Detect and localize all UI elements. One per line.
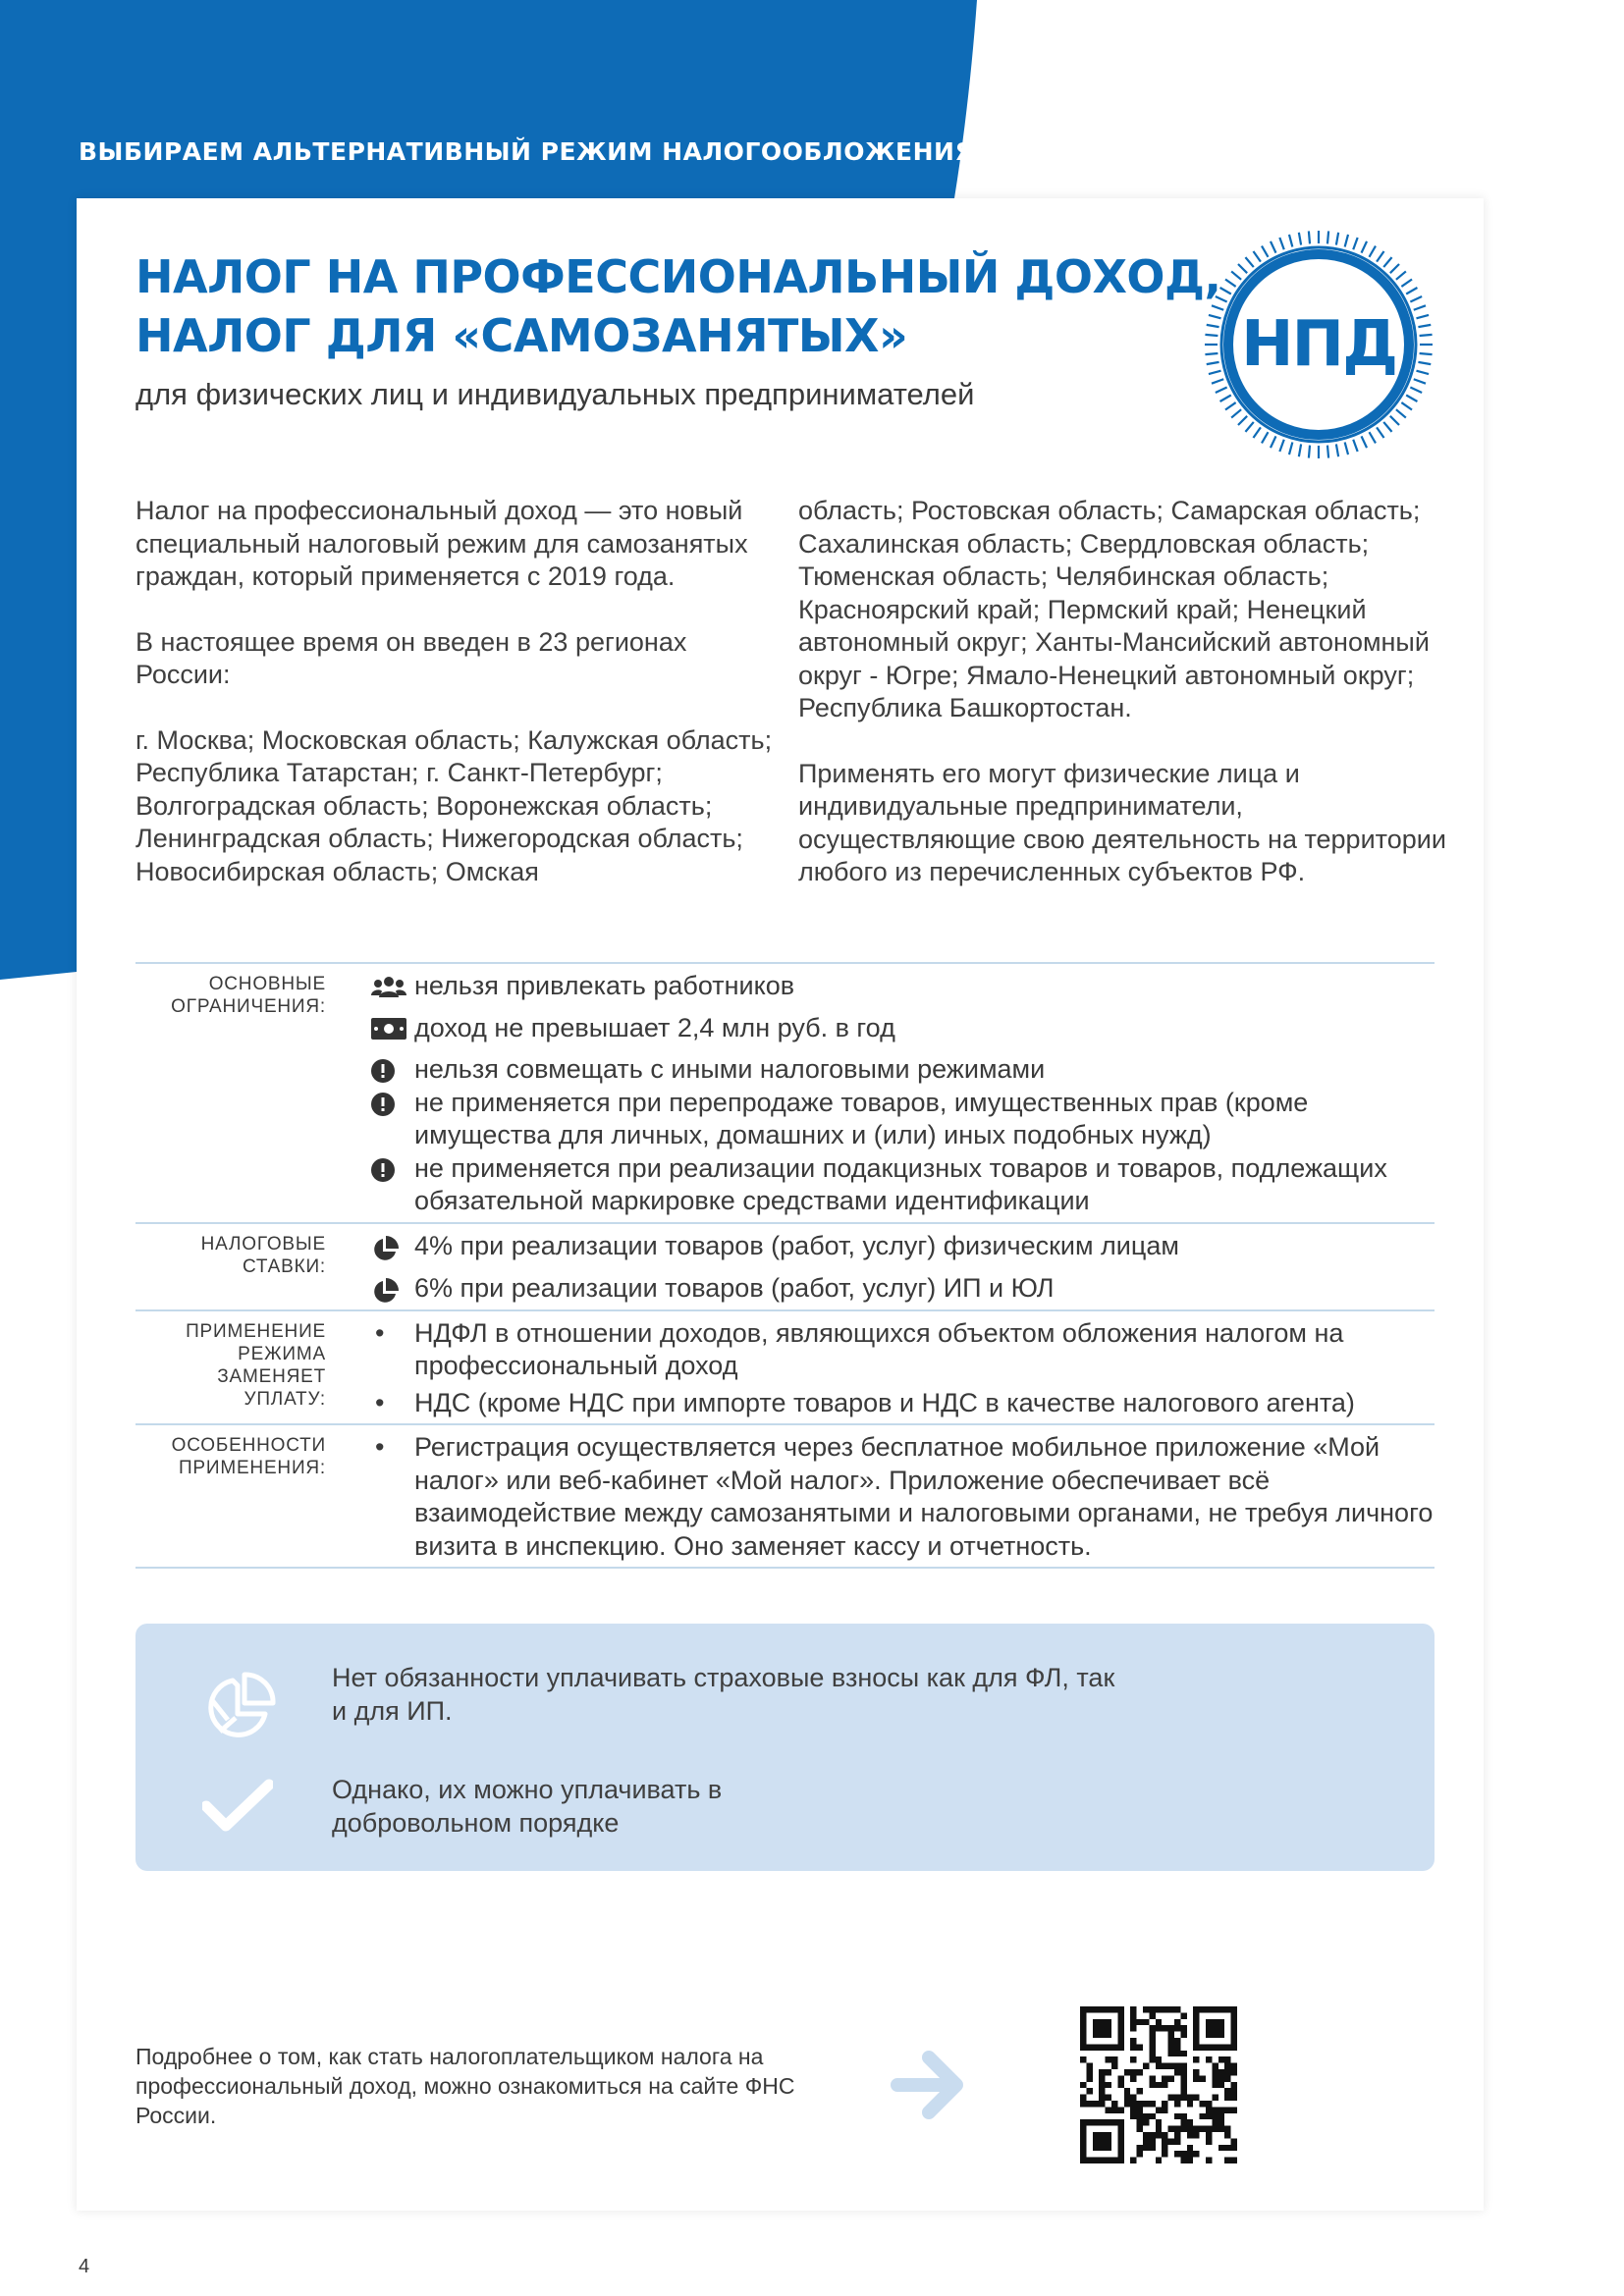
tax-regime-table [135, 962, 1435, 1569]
list-item [371, 1317, 1435, 1383]
intro-column-left [135, 495, 784, 921]
pie-chart-icon [371, 1272, 414, 1306]
page-title-line-2: НАЛОГ ДЛЯ «САМОЗАНЯТЫХ» [135, 309, 908, 362]
row-items [371, 964, 1435, 1222]
list-item [371, 1152, 1435, 1218]
row-label: ОСНОВНЫЕ ОГРАНИЧЕНИЯ: [171, 974, 326, 1017]
exclamation-icon [371, 1087, 414, 1116]
item-text: Регистрация осуществляется через бесплатное мобильное приложение «Мой налог» или веб-кабинет «Мой налог». Приложение обеспечивает всё взаимодействие между самозанятыми и налоговыми органами, не требуя личного визита в инспекцию. Оно заменяет кассу и отчетность. [414, 1432, 1434, 1561]
page-title-line-1: НАЛОГ НА ПРОФЕССИОНАЛЬНЫЙ ДОХОД, [135, 250, 1221, 303]
bullet: • [375, 1317, 385, 1348]
section-title: ВЫБИРАЕМ АЛЬТЕРНАТИВНЫЙ РЕЖИМ НАЛОГООБЛОЖЕНИЯ [79, 137, 975, 166]
intro-paragraph: В настоящее время он введен в 23 регионах России: [135, 626, 687, 689]
item-text: НДФЛ в отношении доходов, являющихся объектом обложения налогом на профессиональный доход [414, 1317, 1344, 1380]
regions-paragraph: г. Москва; Московская область; Калужская область; Республика Татарстан; г. Санкт-Петербург; Волгоградская область; Воронежская область; Ленинградская область; Нижегородская область; Новосибирская область; Омская [135, 724, 773, 886]
list-item [371, 1012, 1435, 1045]
intro-column-right [798, 495, 1446, 922]
list-item [371, 970, 1435, 1003]
info-text-voluntary: Однако, их можно уплачивать в добровольном порядке [332, 1775, 723, 1838]
table-row-features [135, 1423, 1435, 1569]
row-label: НАЛОГОВЫЕ СТАВКИ: [200, 1233, 326, 1277]
table-row-restrictions [135, 962, 1435, 1222]
list-item [371, 1230, 1435, 1263]
item-text: не применяется при реализации подакцизных товаров и товаров, подлежащих обязательной маркировке средствами идентификации [414, 1152, 1387, 1215]
page-number: 4 [79, 2256, 90, 2277]
seal-logo-text: НПД [1240, 308, 1397, 381]
pie-chart-outline-icon [200, 1671, 277, 1747]
pie-chart-icon [371, 1230, 414, 1263]
arrow-right-icon [890, 2048, 966, 2122]
list-item [371, 1087, 1435, 1152]
item-text: доход не превышает 2,4 млн руб. в год [414, 1012, 895, 1042]
users-icon [371, 970, 414, 999]
exclamation-icon [371, 1152, 414, 1182]
bullet: • [375, 1387, 385, 1417]
list-item [371, 1387, 1435, 1420]
item-text: не применяется при перепродаже товаров, имущественных прав (кроме имущества для личных, домашних и (или) иных подобных нужд) [414, 1087, 1309, 1149]
checkmark-icon [202, 1779, 273, 1834]
regions-paragraph-continued: область; Ростовская область; Самарская область; Сахалинская область; Свердловская область; Тюменская область; Челябинская область; Красноярский край; Пермский край; Ненецкий автономный округ; Ханты-Мансийский автономный округ - Югре; Ямало-Ненецкий автономный округ; Республика Башкортостан. [798, 496, 1430, 722]
row-label: ПРИМЕНЕНИЕ РЕЖИМА ЗАМЕНЯЕТ УПЛАТУ: [186, 1320, 326, 1410]
table-row-rates [135, 1222, 1435, 1309]
bullet: • [375, 1432, 385, 1462]
npd-seal-logo [1202, 228, 1435, 461]
item-text: 4% при реализации товаров (работ, услуг) физическим лицам [414, 1230, 1179, 1260]
list-item [371, 1272, 1435, 1306]
item-text: НДС (кроме НДС при импорте товаров и НДС в качестве налогового агента) [414, 1387, 1355, 1417]
item-text: нельзя привлекать работников [414, 971, 795, 1000]
money-bill-icon [371, 1012, 414, 1040]
qr-code[interactable] [1080, 2006, 1237, 2163]
eligibility-paragraph: Применять его могут физические лица и индивидуальные предприниматели, осуществляющие свою деятельность на территории любого из перечисленных субъектов РФ. [798, 758, 1446, 886]
info-box [135, 1624, 1435, 1871]
table-row-replaces [135, 1309, 1435, 1424]
item-text: 6% при реализации товаров (работ, услуг) ИП и ЮЛ [414, 1272, 1055, 1303]
footer-note: Подробнее о том, как стать налогоплательщиком налога на профессиональный доход, можно ознакомиться на сайте ФНС России. [135, 2044, 795, 2128]
page-subtitle: для физических лиц и индивидуальных предпринимателей [135, 377, 975, 411]
list-item [371, 1431, 1435, 1563]
info-text-no-obligation: Нет обязанности уплачивать страховые взносы как для ФЛ, так и для ИП. [332, 1663, 1115, 1726]
item-text: нельзя совмещать с иными налоговыми режимами [414, 1054, 1046, 1084]
intro-paragraph: Налог на профессиональный доход — это новый специальный налоговый режим для самозанятых граждан, который применяется с 2019 года. [135, 496, 748, 591]
row-items [371, 1425, 1435, 1567]
list-item [371, 1053, 1435, 1087]
exclamation-icon [371, 1053, 414, 1083]
page-title [135, 247, 1220, 365]
row-label: ОСОБЕННОСТИ ПРИМЕНЕНИЯ: [171, 1435, 326, 1478]
row-items [371, 1311, 1435, 1424]
row-items [371, 1224, 1435, 1309]
